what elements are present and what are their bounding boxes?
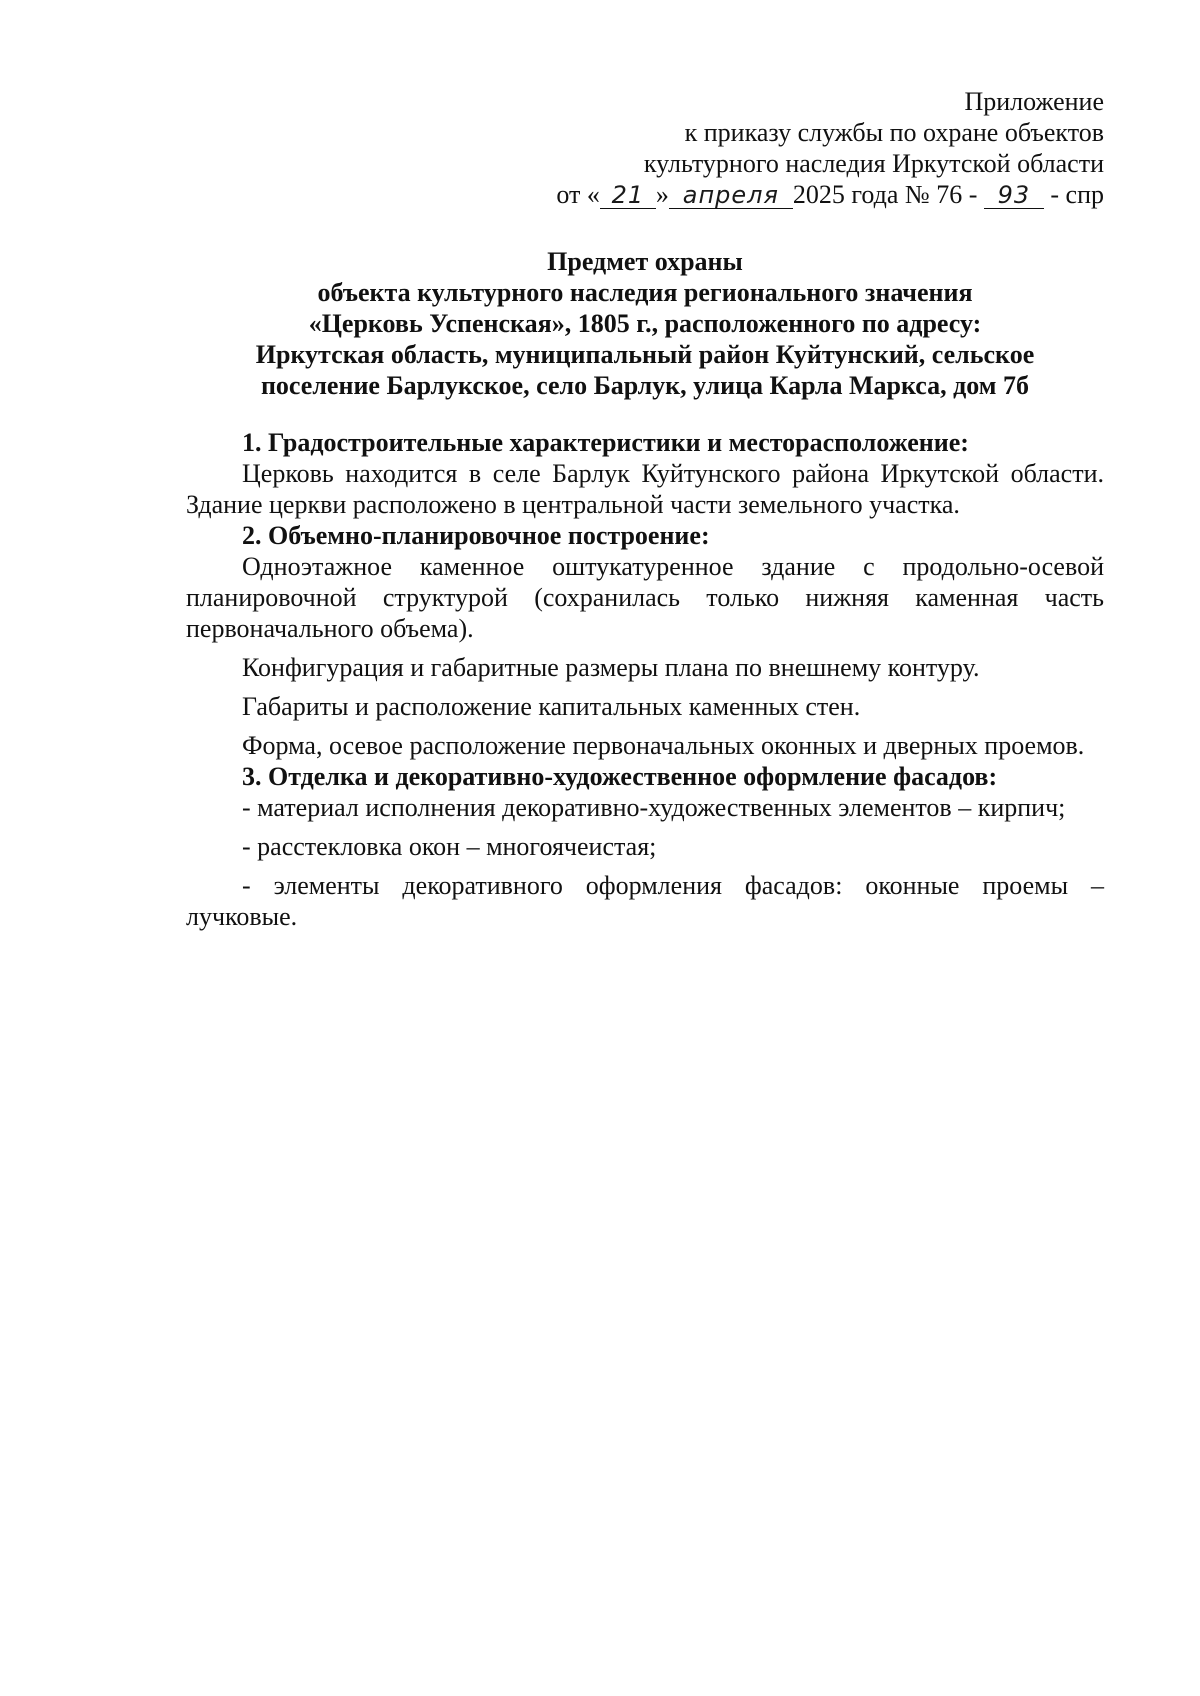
agency-name-line: культурного наследия Иркутской области (643, 149, 1104, 178)
document-title (186, 246, 1104, 401)
document-body (186, 427, 1104, 932)
section-3-item-1: - материал исполнения декоративно-художественных элементов – кирпич; (242, 793, 1066, 822)
section-3-item-3: - элементы декоративного оформления фасадов: оконные проемы – лучковые. (186, 871, 1104, 931)
title-line-5: поселение Барлукское, село Барлук, улица Карла Маркса, дом 7б (260, 371, 1030, 400)
section-3-heading: 3. Отделка и декоративно-художественное оформление фасадов: (242, 762, 998, 791)
section-2-paragraph-1: Одноэтажное каменное оштукатуренное здание с продольно-осевой планировочной структурой (сохранилась только нижняя каменная часть первоначального объема). (186, 552, 1104, 643)
section-2-paragraph-3: Габариты и расположение капитальных каменных стен. (242, 692, 861, 721)
title-line-1: Предмет охраны (547, 247, 743, 276)
order-reference-line: к приказу службы по охране объектов (684, 118, 1104, 147)
section-1-heading: 1. Градостроительные характеристики и месторасположение: (242, 428, 969, 457)
title-line-2: объекта культурного наследия регионального значения (317, 278, 973, 307)
title-line-3: «Церковь Успенская», 1805 г., расположенного по адресу: (308, 309, 982, 338)
section-2-heading: 2. Объемно-планировочное построение: (242, 521, 710, 550)
section-3-item-2: - расстекловка окон – многоячеистая; (242, 832, 657, 861)
date-mid: » (655, 180, 669, 209)
order-suffix: - спр (1050, 180, 1104, 209)
section-1-paragraph: Церковь находится в селе Барлук Куйтунского района Иркутской области. Здание церкви расположено в центральной части земельного участка. (186, 459, 1104, 519)
appendix-header (556, 86, 1104, 210)
handwritten-day: 21 (600, 182, 656, 209)
section-2-paragraph-2: Конфигурация и габаритные размеры плана по внешнему контуру. (242, 653, 980, 682)
handwritten-order-number: 93 (984, 182, 1044, 209)
order-date-line (556, 179, 1104, 210)
section-2-paragraph-4: Форма, осевое расположение первоначальных оконных и дверных проемов. (242, 731, 1085, 760)
appendix-label: Приложение (964, 87, 1104, 116)
date-prefix: от « (556, 180, 600, 209)
year-and-number-text: 2025 года № 76 - (792, 180, 978, 209)
title-line-4: Иркутская область, муниципальный район Куйтунский, сельское (255, 340, 1035, 369)
handwritten-month: апреля (669, 182, 793, 209)
